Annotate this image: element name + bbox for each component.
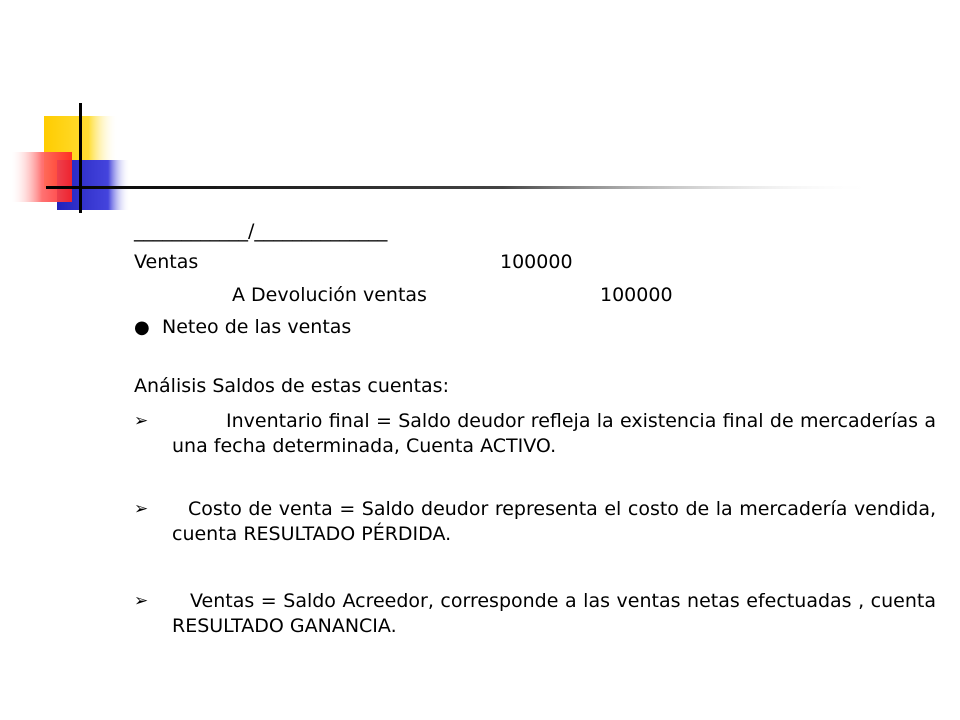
credit-amount: 100000 [600,284,673,306]
arrow-bullet-icon: ➢ [134,591,149,611]
analysis-heading: Análisis Saldos de estas cuentas: [134,375,449,397]
debit-account: Ventas [134,251,199,273]
bullet-dot-icon: ● [134,317,150,338]
analysis-item-costo: Costo de venta = Saldo deudor representa el costo de la mercadería vendida, cuenta RESULTADO PÉRDIDA. [172,498,936,545]
debit-amount: 100000 [500,251,573,273]
analysis-item-ventas: Ventas = Saldo Acreedor, corresponde a las ventas netas efectuadas , cuenta RESULTADO GANANCIA. [172,590,936,637]
analysis-item-inventario: Inventario final = Saldo deudor refleja la existencia final de mercaderías a una fecha determinada, Cuenta ACTIVO. [172,410,936,457]
arrow-bullet-icon: ➢ [134,499,149,519]
bullet-text: Neteo de las ventas [162,316,352,338]
journal-separator: ____________/______________ [134,220,388,242]
arrow-bullet-icon: ➢ [134,411,149,431]
credit-account: A Devolución ventas [232,284,427,306]
